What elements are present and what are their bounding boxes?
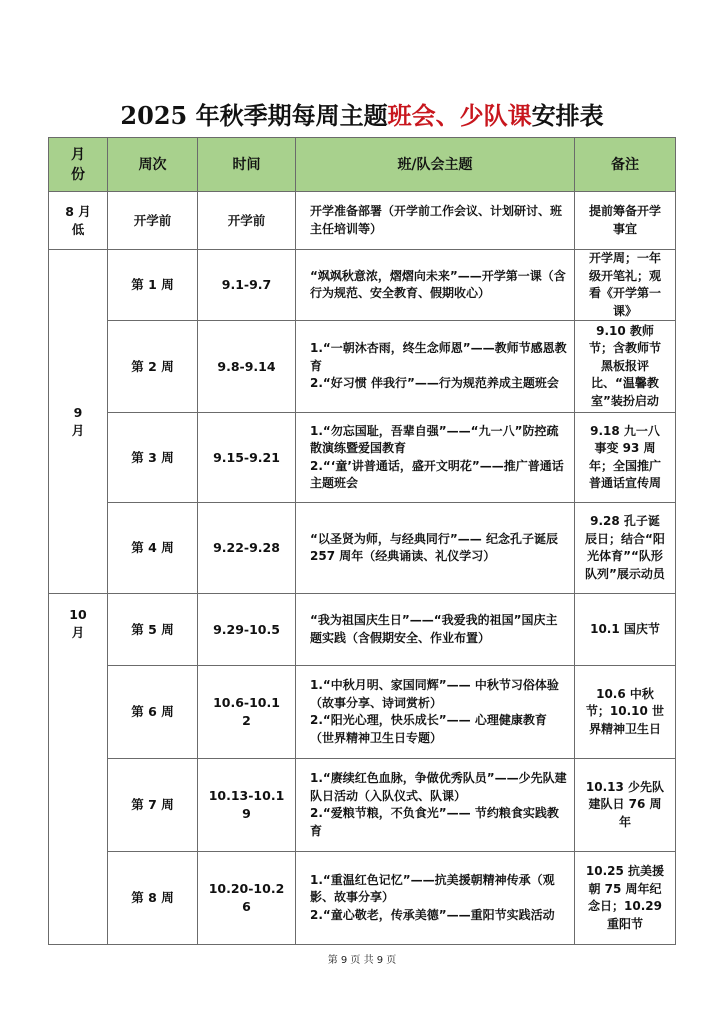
- note-cell: 开学周；一年级开笔礼；观看《开学第一课》: [575, 250, 676, 321]
- page-title: [0, 96, 724, 131]
- table-row: [49, 852, 676, 945]
- title-part1: 2025 年秋季期每周主题: [120, 101, 388, 130]
- week-cell: 第 7 周: [108, 759, 198, 852]
- title-part2: 班会、少队课: [387, 101, 532, 130]
- note-cell: 10.13 少先队建队日 76 周年: [575, 759, 676, 852]
- month-cell-aug: 8 月低: [49, 192, 108, 250]
- note-cell: 10.1 国庆节: [575, 594, 676, 666]
- time-cell: 10.6-10.12: [198, 666, 296, 759]
- table-row: [49, 192, 676, 250]
- note-cell: 10.25 抗美援朝 75 周年纪念日；10.29 重阳节: [575, 852, 676, 945]
- note-cell: 9.18 九一八事变 93 周年；全国推广普通话宣传周: [575, 413, 676, 503]
- header-note: 备注: [575, 138, 676, 192]
- week-cell: 开学前: [108, 192, 198, 250]
- note-cell: 提前筹备开学事宜: [575, 192, 676, 250]
- time-cell: 9.22-9.28: [198, 503, 296, 594]
- week-cell: 第 8 周: [108, 852, 198, 945]
- week-cell: 第 2 周: [108, 321, 198, 413]
- table-row: [49, 321, 676, 413]
- time-cell: 10.20-10.26: [198, 852, 296, 945]
- time-cell: 9.8-9.14: [198, 321, 296, 413]
- topic-cell: “飒飒秋意浓，熠熠向未来”——开学第一课（含行为规范、安全教育、假期收心）: [296, 250, 575, 321]
- schedule-table: [48, 137, 676, 945]
- header-time: 时间: [198, 138, 296, 192]
- note-cell: 10.6 中秋节；10.10 世界精神卫生日: [575, 666, 676, 759]
- topic-cell: “我为祖国庆生日”——“我爱我的祖国”国庆主题实践（含假期安全、作业布置）: [296, 594, 575, 666]
- topic-cell: 1.“一朝沐杏雨，终生念师恩”——教师节感恩教育 2.“好习惯 伴我行”——行为规范养成主题班会: [296, 321, 575, 413]
- table-row: [49, 759, 676, 852]
- time-cell: 开学前: [198, 192, 296, 250]
- topic-cell: 1.“赓续红色血脉，争做优秀队员”——少先队建队日活动（入队仪式、队课） 2.“爱粮节粮，不负食光”—— 节约粮食实践教育: [296, 759, 575, 852]
- table-row: [49, 503, 676, 594]
- note-cell: 9.10 教师节；含教师节黑板报评比、“温馨教室”装扮启动: [575, 321, 676, 413]
- topic-cell: 1.“中秋月明、家国同辉”—— 中秋节习俗体验（故事分享、诗词赏析） 2.“阳光心理，快乐成长”—— 心理健康教育（世界精神卫生日专题）: [296, 666, 575, 759]
- header-topic: 班/队会主题: [296, 138, 575, 192]
- table-row: [49, 594, 676, 666]
- week-cell: 第 4 周: [108, 503, 198, 594]
- time-cell: 9.29-10.5: [198, 594, 296, 666]
- header-row: [49, 138, 676, 192]
- week-cell: 第 3 周: [108, 413, 198, 503]
- month-cell-oct: 10 月: [49, 594, 108, 945]
- topic-cell: “以圣贤为师，与经典同行”—— 纪念孔子诞辰 257 周年（经典诵读、礼仪学习）: [296, 503, 575, 594]
- topic-cell: 1.“勿忘国耻，吾辈自强”——“九一八”防控疏散演练暨爱国教育 2.“‘童’讲普通话，盛开文明花”——推广普通话主题班会: [296, 413, 575, 503]
- topic-cell: 1.“重温红色记忆”——抗美援朝精神传承（观影、故事分享） 2.“童心敬老，传承美德”——重阳节实践活动: [296, 852, 575, 945]
- note-cell: 9.28 孔子诞辰日；结合“阳光体育”“队形队列”展示动员: [575, 503, 676, 594]
- topic-cell: 开学准备部署（开学前工作会议、计划研讨、班主任培训等）: [296, 192, 575, 250]
- week-cell: 第 6 周: [108, 666, 198, 759]
- month-cell-sep: 9 月: [49, 250, 108, 594]
- header-week: 周次: [108, 138, 198, 192]
- table-row: [49, 413, 676, 503]
- header-month: 月份: [49, 138, 108, 192]
- time-cell: 9.1-9.7: [198, 250, 296, 321]
- time-cell: 9.15-9.21: [198, 413, 296, 503]
- week-cell: 第 1 周: [108, 250, 198, 321]
- week-cell: 第 5 周: [108, 594, 198, 666]
- table-row: [49, 666, 676, 759]
- title-part3: 安排表: [531, 101, 604, 130]
- page-footer: 第 9 页 共 9 页: [327, 955, 397, 966]
- table-row: [49, 250, 676, 321]
- time-cell: 10.13-10.19: [198, 759, 296, 852]
